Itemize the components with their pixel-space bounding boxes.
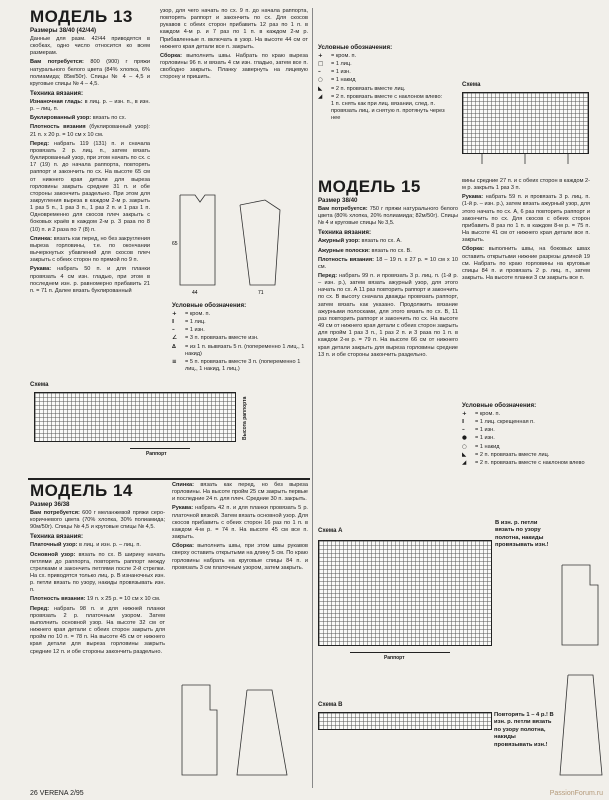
m15-p1-label: Ажурный узор: (318, 238, 360, 245)
section-divider (28, 478, 310, 480)
m13-dim-label: 44 (192, 290, 198, 296)
m14-need-text: 600 г меланжевой пряжи серо-коричневого цвета (70% хлопка, 30% полиамида; 90м/50г). Спицы № 4,5 и круговые спицы № 4,5. (30, 509, 165, 531)
legend-symbol: – (318, 69, 321, 76)
m15-scheme-a-title: Схема А (318, 528, 343, 534)
legend-text: = 1 накид (475, 443, 500, 450)
m15-rapport-label: Раппорт (384, 655, 405, 661)
m14-front-text: набрать 98 п. и для нижней планки провязать 2 р. платочным узором. Затем выполнить основной узор. На высоте 32 см от нижнего края детали с обеих сторон закрыть для пройм по 10 п. = 78 п. На высоте 45 см от нижнего края детали для выреза горловины закрыть средние 12 п. и обе стороны закончить раздельно. (30, 605, 165, 655)
m15-p1-text: вязать по сх. А. (361, 238, 402, 245)
m13-height-rapport-label: Высота раппорта (242, 396, 248, 440)
m14-sleeve-piece (237, 690, 287, 775)
legend-text: = 1 изн. (185, 327, 205, 334)
m13-scheme-chart (34, 392, 236, 442)
legend-text: = 2 п. провязать вместе лиц. (331, 85, 406, 92)
legend-symbol: + (172, 310, 177, 317)
m15-front-text: набрать 99 п. и провязать 3 р. лиц. п. (1-й р. – изн. р.), затем вязать ажурный узор, для этого начать по сх. А 11 раз повторить раппорт и закончить по сх. В высоту сначала дважды провязать раппорт, затем вязать как указано. Продолжить вязание ажурными полосками, для этого вязать по сх. В, 11 раз повторить раппорт и закончить по сх. На высоте 49 см от нижнего края детали с обеих сторон закрыть для пройм 1 раз 3 п., 1 раз 2 п. и 3 раза по 1 п. в каждом 2-м р. = 79 п. На высоте 66 см от нижнего края детали закрыть для выреза горловины средние 13 п. и обе стороны закончить раздельно. (318, 272, 459, 358)
m15-assembly-text: выполнить швы, на боковых швах оставить открытыми нижние разрезы длиной 19 см. Набрать по краю горловины на круговые спицы 84 п. и провязать 2 р. лиц. п., затем закрыть. На высоте планки 3 см закрыть все п. (462, 246, 590, 282)
m14-p1-label: Платочный узор: (30, 542, 78, 549)
m13-rapport-line (130, 448, 190, 449)
m13-p2-text: вязать по сх. (92, 115, 127, 122)
m13-dim-label: 65 (172, 241, 178, 247)
model-15-title: МОДЕЛЬ 15 (318, 177, 421, 196)
m13-sleeve-label: Рукава: (30, 266, 52, 273)
model-14-text-col2 (172, 482, 308, 574)
m13-sleeve-piece (240, 200, 280, 285)
legend-symbol: + (462, 410, 467, 417)
m13-dim-label: 71 (258, 290, 264, 296)
legend-symbol: ∠ (172, 335, 178, 342)
legend-symbol: – (172, 327, 175, 334)
m15-scheme-a-chart (318, 540, 492, 646)
m15-need-label: Вам потребуется: (318, 205, 368, 212)
m15-sleeve-label: Рукава: (462, 194, 484, 201)
m15-body-piece (562, 565, 598, 645)
legend-text: = кром. п. (185, 310, 211, 317)
m14-tech-label: Техника вязания: (30, 533, 84, 541)
m13-need-text: 800 (900) г пряжи натурального белого цвета (84% хлопка, 6% полиамида; 85м/50г). Спицы № 4 – 4,5 и круговые спицы № 4 – 4,5. (30, 59, 150, 87)
model-14-title: МОДЕЛЬ 14 (30, 481, 133, 500)
legend-text: = из 1 п. вывязать 5 п. (попеременно 1 лиц., 1 накид) (185, 343, 305, 357)
m13-pattern-sketch (170, 190, 310, 300)
m15-legend (462, 400, 590, 468)
m15-pattern-sketch (558, 555, 606, 790)
legend-symbol: – (462, 427, 465, 434)
top-scheme-arrows (470, 152, 580, 166)
legend-symbol: ◢ (462, 459, 467, 466)
legend-symbol: ◣ (318, 85, 323, 92)
model-14-text (30, 482, 165, 658)
m13-front-text: набрать 119 (131) п. и сначала провязать 2 р. лиц. п., затем вязать буклированный узор, при этом начать по сх. с 17 (19) п. до начала раппорта, повторять раппорт и закончить по сх. На высоте 65 см от нижнего края детали для выреза горловины закрыть средние 31 п. и обе стороны закончить раздельно. При этом для закругления выреза в каждом 2-м р. закрыть 1 раз 5 п., 1 раз 3 п., 1 раз 2 п. и 1 раз 1 п. Одновременно для скосов плеч закрыть с боковых краёв в каждом 2-м р. 3 раза по 8 (10) п. и 2 раза по 7 (8) п. (30, 140, 150, 233)
m14-density-text: 19 п. x 25 р. = 10 см x 10 см. (87, 596, 161, 603)
m15-p2-text: вязать по сх. В. (371, 247, 412, 254)
legend-text: = кром. п. (331, 52, 357, 59)
watermark: PassionForum.ru (549, 790, 603, 797)
model-13-text (30, 8, 150, 297)
legend-symbol: ≡ (172, 358, 177, 365)
m14-sleeve-text: набрать 42 п. и для планки провязать 5 р. платочной вязкой. Затем вязать основной узор. Для скосов прибавить с обеих сторон 16 раз по 1 п. в каждом 4-м р. = 74 п. На высоте 45 см все п. закрыть. (172, 505, 308, 541)
legend-text: = 1 изн. (331, 69, 351, 76)
m13-assembly-label: Сборка: (160, 52, 183, 59)
m13-sleeve-text: набрать 50 п. и для планки провязать 4 см изн. гладью, при этом в последнем изн. р. равномерно прибавить 21 п. = 71 п. Далее вязать буклированный (30, 266, 150, 294)
page-footer: 26 VERENA 2/95 (30, 790, 84, 797)
m14-sleeve-label: Рукава: (172, 505, 194, 512)
legend-text: = 2 п. провязать вместе лиц. (475, 451, 550, 458)
m14-need-label: Вам потребуется: (30, 509, 80, 516)
m15-tech-label: Техника вязания: (318, 229, 372, 237)
legend-symbol: □ (318, 61, 324, 68)
legend-symbol: ● (462, 435, 467, 442)
m15-assembly-label: Сборка: (462, 246, 485, 253)
m15-note1: В изн. р. петли вязать по узору полотна, накиды провязывать изн.! (495, 520, 549, 549)
legend-text: = 2 п. провязать вместе с наклоном влево: 1 п. снять как при лиц. вязании, след. п. провязать лиц. и снятую п. протянуть через нее (331, 93, 445, 122)
top-scheme-chart (462, 92, 589, 154)
m15-scheme-b-chart (318, 712, 492, 730)
legend-text: = 1 лиц. (331, 61, 352, 68)
m14-p2-label: Основной узор: (30, 551, 76, 558)
m15-sleeve-piece (560, 675, 602, 775)
m13-legend-title: Условные обозначения: (172, 302, 247, 309)
legend-symbol: I (172, 319, 175, 326)
m14-assembly-label: Сборка: (172, 543, 195, 550)
m13-p2-label: Буклированный узор: (30, 115, 92, 122)
m15-sleeve-text: набрать 59 п. и провязать 3 р. лиц. п. (1-й р. – изн. р.), затем вязать ажурный узор, для этого начать по сх. А, 6 раз повторить раппорт и закончить по сх. Для скосов с обеих сторон прибавить 8 раз по 1 п. в каждом 8-м р. = 75 п. На высоте 41 см от нижнего края детали все п. закрыть. (462, 194, 590, 244)
legend-symbol: ◣ (462, 451, 467, 458)
m15-need-text: 750 г пряжи натурального белого цвета (80% хлопка, 20% полиамида; 82м/50г). Спицы № 4 и круговые спицы № 3,5. (318, 205, 458, 227)
legend-symbol: ∆ (172, 343, 176, 350)
m14-pattern-sketch (172, 680, 307, 785)
m15-legend-title: Условные обозначения: (462, 402, 537, 409)
legend-text: = 5 п. провязать вместе 3 п. (попеременно 1 лиц., 1 накид, 1 лиц.) (185, 358, 301, 373)
m14-back-text: вязать как перед, но без выреза горловины. На высоте пройм 25 см закрыть первые и последние 24 п. для плеч. Средние 30 п. закрыть. (172, 482, 308, 503)
m13-back-label: Спинка: (30, 235, 53, 242)
model-13-title: МОДЕЛЬ 13 (30, 7, 133, 26)
m14-front-label: Перед: (30, 605, 50, 612)
m14-body-piece (182, 685, 217, 775)
m14-p1-text: в лиц. и изн. р. – лиц. п. (78, 542, 141, 549)
model-15-text-col2 (462, 178, 590, 284)
legend-symbol: + (318, 52, 323, 59)
legend-symbol: ○ (462, 443, 467, 450)
m14-p2-text: вязать по сх. В ширину начать петлями до раппорта, повторять раппорт между стрелками и закончить петлями после 2-й стрелки. На сх. приводятся только лиц. р. В изнаночных изн. р. петли вязать по узору, накиды провязывать изн. п. (30, 551, 166, 594)
m13-sizes-label: Размеры 38/40 (42/44) (30, 27, 97, 34)
m13-tech-label: Техника вязания: (30, 90, 84, 98)
m15-density-text: 18 – 19 п. x 27 р. = 10 см x 10 см. (318, 256, 458, 270)
m13-need-label: Вам потребуется: (30, 59, 84, 66)
m14-back-label: Спинка: (172, 482, 195, 488)
legend-symbol: ○ (318, 77, 323, 84)
m13-legend (172, 300, 307, 374)
m13-p1-text: в лиц. р. – изн. п., в изн. р. – лиц. п. (30, 98, 150, 113)
m14-density-label: Плотность вязания: (30, 596, 86, 603)
m15-col2-text: вины средние 27 п. и с обеих сторон в каждом 2-м р. закрыть 1 раз 3 п. (462, 178, 590, 192)
model-13-text-col2 (160, 8, 308, 84)
top-legend-title: Условные обозначения: (318, 44, 393, 51)
legend-text: = 1 лиц. (185, 319, 206, 326)
m14-assembly-text: выполнить швы, при этом швы рукавов сверху оставить открытыми на длину 5 см. По краю горловины набрать на круговые спицы 84 п. и провязать 3 см платочным узором, затем закрыть. (172, 543, 309, 571)
m14-sizes-label: Размер 36/38 (30, 501, 70, 508)
legend-text: = 2 п. провязать вместе с наклоном влево (475, 459, 585, 466)
m13-assembly-text: выполнить швы. Набрать по краю выреза горловины 96 п. и вязать 4 см изн. гладью, затем все п. свободно закрыть. Планку завернуть на лицевую сторону и пришить. (160, 52, 308, 81)
m13-front-label: Перед: (30, 140, 50, 147)
m13-right-text: узор, для чего начать по сх. 9 п. до начала раппорта, повторять раппорт и закончить по сх. Для скосов рукавов с обеих сторон прибавить 12 раз по 1 п. в каждом 4-м р. и 7 раз по 1 п. в каждом 2-м р. Прибавленные п. включать в узор. На высоте 44 см от нижнего края детали все п. закрыть. (160, 8, 308, 50)
legend-text: = 3 п. провязать вместе изн. (185, 335, 259, 342)
m15-sizes-label: Размер 38/40 (318, 197, 358, 204)
m15-rapport-line (350, 652, 450, 653)
legend-text: = 1 изн. (475, 435, 495, 442)
m15-scheme-b-title: Схема В (318, 702, 343, 708)
column-divider (312, 8, 313, 788)
m13-p1-label: Изнаночная гладь: (30, 98, 83, 105)
legend-symbol: ◢ (318, 93, 323, 100)
legend-text: = 1 лиц. скрещенная п. (475, 419, 535, 426)
m15-note2: Повторять 1 – 4 р.! В изн. р. петли вязать по узору полотна, накиды провязывать изн.! (494, 712, 554, 748)
legend-text: = кром. п. (475, 410, 501, 417)
m13-sizes-text: Данные для разм. 42/44 приводятся в скобках, одно число относится ко всем размерам. (30, 35, 150, 57)
m13-back-text: вязать как перед, но без закругления выреза горловины, т.е. по окончании вычеркнутых убавлений для скосов плеч закрыть с обеих сторон по прямой по 9 п. (30, 235, 150, 264)
m13-p3-label: Плотность вязания (30, 124, 86, 131)
m13-p3-text: (буклированный узор): 21 п. x 20 р. = 10 см x 10 см. (30, 124, 150, 138)
legend-text: = 1 накид (331, 77, 356, 84)
top-legend (318, 42, 446, 123)
m13-scheme-title: Схема (30, 382, 49, 388)
m15-front-label: Перед: (318, 272, 338, 279)
model-15-text (318, 178, 458, 361)
legend-symbol: I (462, 419, 465, 426)
legend-text: = 1 изн. (475, 427, 495, 434)
top-scheme-title: Схема (462, 82, 481, 88)
m13-body-piece (180, 195, 215, 285)
m15-p2-label: Ажурные полоски: (318, 247, 370, 254)
m15-density-label: Плотность вязания: (318, 256, 375, 263)
m13-rapport-label: Раппорт (146, 451, 167, 457)
